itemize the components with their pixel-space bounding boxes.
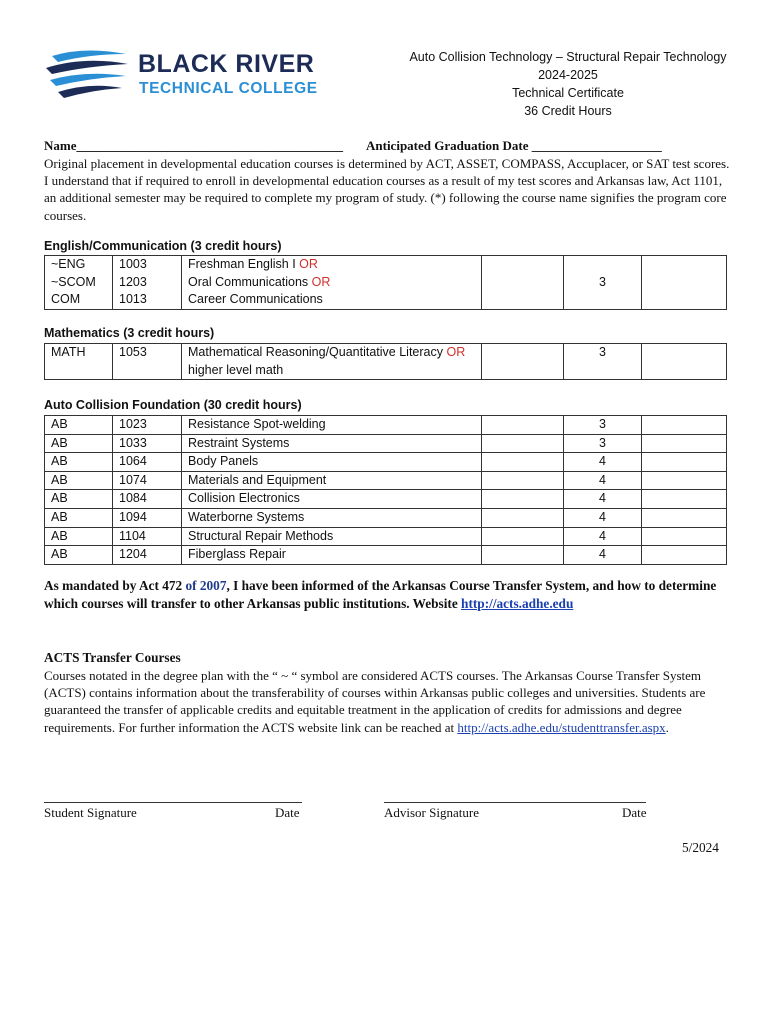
advisor-date-label: Date	[622, 805, 647, 820]
acts-body-text: Courses notated in the degree plan with the “ ~ “ symbol are considered ACTS courses. The Arkansas Course Transfer System (ACTS) contains information about the transferability of courses within Arkansas public colleges and universities. Students are guaranteed the transfer of applicable credits and equitable treatment in the application of credits for admissions and degree requirements. For further information the ACTS website link can be reached at	[44, 668, 706, 735]
auto-section-title: Auto Collision Foundation (30 credit hours)	[44, 398, 302, 412]
course-credits: 4	[564, 471, 642, 490]
course-prefix: AB	[45, 527, 113, 546]
course-number: 1094	[113, 508, 182, 527]
table-row	[45, 508, 727, 527]
course-name: Waterborne Systems	[182, 508, 482, 527]
grade-cell[interactable]	[642, 490, 727, 509]
course-number: 1084	[113, 490, 182, 509]
course-number: 1074	[113, 471, 182, 490]
student-signature-label: Student Signature	[44, 805, 137, 820]
course-name: Fiberglass Repair	[182, 546, 482, 565]
mandate-text-3: , I have been informed of the Arkansas Course Transfer System, and how to determine which courses will transfer to other Arkansas public institutions. Website	[44, 578, 717, 611]
math-table	[44, 343, 727, 380]
math-credits: 3	[564, 344, 642, 380]
advisor-signature-line[interactable]	[384, 802, 646, 803]
course-prefix: ~ENG	[51, 257, 86, 271]
program-year: 2024-2025	[538, 68, 598, 82]
course-credits: 3	[564, 416, 642, 435]
english-names	[182, 256, 482, 310]
blank-cell	[482, 471, 564, 490]
grade-cell[interactable]	[642, 256, 727, 310]
blank-cell	[482, 434, 564, 453]
course-name: Resistance Spot-welding	[182, 416, 482, 435]
course-prefix: COM	[51, 292, 81, 307]
or-label: OR	[446, 345, 466, 359]
course-credits: 4	[564, 508, 642, 527]
english-section-title: English/Communication (3 credit hours)	[44, 239, 282, 253]
grade-cell[interactable]	[642, 508, 727, 527]
program-hours: 36 Credit Hours	[524, 104, 612, 118]
course-prefix: AB	[45, 434, 113, 453]
course-number: 1203	[119, 274, 147, 289]
course-prefix: AB	[45, 453, 113, 472]
mandate-text-2: of 2007	[185, 578, 227, 593]
advisor-signature-label: Advisor Signature	[384, 805, 479, 820]
course-prefix: AB	[45, 416, 113, 435]
grade-cell[interactable]	[642, 434, 727, 453]
table-row	[45, 546, 727, 565]
blank-cell	[482, 490, 564, 509]
math-name	[182, 344, 482, 380]
course-name: Mathematical Reasoning/Quantitative Literacy	[188, 345, 443, 359]
or-label: OR	[311, 274, 331, 289]
grade-cell[interactable]	[642, 471, 727, 490]
graduation-date-field[interactable]: Anticipated Graduation Date ____________________	[366, 138, 662, 153]
course-number: 1053	[113, 344, 182, 380]
logo-line-2: TECHNICAL COLLEGE	[139, 80, 318, 97]
course-name: Restraint Systems	[182, 434, 482, 453]
course-prefix: MATH	[45, 344, 113, 380]
table-row	[45, 453, 727, 472]
english-credits: 3	[564, 256, 642, 310]
acts-paragraph	[44, 667, 736, 736]
table-row	[45, 434, 727, 453]
table-row	[45, 490, 727, 509]
river-wave-icon	[44, 48, 130, 100]
english-numbers	[113, 256, 182, 310]
revision-date: 5/2024	[682, 840, 719, 855]
name-line	[44, 138, 744, 154]
course-credits: 4	[564, 490, 642, 509]
course-name: Materials and Equipment	[182, 471, 482, 490]
college-logo	[44, 46, 334, 104]
acts-section-title: ACTS Transfer Courses	[44, 650, 181, 665]
course-credits: 3	[564, 434, 642, 453]
course-prefix: AB	[45, 546, 113, 565]
student-name-field[interactable]: Name_________________________________________	[44, 138, 343, 153]
course-number: 1033	[113, 434, 182, 453]
course-name: Career Communications	[188, 292, 323, 307]
blank-cell	[482, 546, 564, 565]
table-row	[45, 416, 727, 435]
course-name: Collision Electronics	[182, 490, 482, 509]
course-prefix: AB	[45, 471, 113, 490]
acts-body-end: .	[665, 719, 669, 735]
grade-cell[interactable]	[642, 416, 727, 435]
course-credits: 4	[564, 527, 642, 546]
grade-cell[interactable]	[642, 527, 727, 546]
table-row	[45, 527, 727, 546]
acts-mandate-statement	[44, 577, 736, 613]
course-name: Freshman English I	[188, 257, 296, 271]
program-header	[400, 48, 736, 120]
table-row	[45, 256, 727, 310]
blank-cell	[482, 416, 564, 435]
acts-transfer-link[interactable]: http://acts.adhe.edu/studenttransfer.aspx	[457, 719, 666, 735]
course-number: 1003	[119, 257, 147, 271]
english-prefixes	[45, 256, 113, 310]
logo-line-1: BLACK RIVER	[138, 50, 315, 78]
or-label: OR	[299, 257, 318, 271]
math-section-title: Mathematics (3 credit hours)	[44, 326, 215, 340]
course-credits: 4	[564, 546, 642, 565]
intro-paragraph: Original placement in developmental education courses is determined by ACT, ASSET, COMPASS, Accuplacer, or SAT test scores. I understand that if required to enroll in developmental education courses as a result of my test scores and Arkansas law, Act 1101, an additional semester may be required to complete my program of study. (*) following the course name signifies the program core courses.	[44, 156, 730, 223]
course-prefix: AB	[45, 508, 113, 527]
blank-cell	[482, 256, 564, 310]
course-number: 1104	[113, 527, 182, 546]
program-award: Technical Certificate	[512, 86, 624, 100]
grade-cell[interactable]	[642, 546, 727, 565]
course-number: 1204	[113, 546, 182, 565]
english-table	[44, 255, 727, 310]
student-signature-line[interactable]	[44, 802, 302, 803]
course-name: Structural Repair Methods	[182, 527, 482, 546]
blank-cell	[482, 527, 564, 546]
course-number: 1023	[113, 416, 182, 435]
course-name: Body Panels	[182, 453, 482, 472]
acts-website-link[interactable]: http://acts.adhe.edu	[461, 596, 574, 611]
blank-cell	[482, 508, 564, 527]
course-prefix: AB	[45, 490, 113, 509]
course-name-cont: higher level math	[188, 362, 284, 377]
mandate-text-1: As mandated by Act 472	[44, 578, 183, 593]
program-name: Auto Collision Technology – Structural Repair Technology	[409, 50, 727, 64]
course-credits: 4	[564, 453, 642, 472]
grade-cell[interactable]	[642, 453, 727, 472]
table-row	[45, 344, 727, 380]
course-number: 1064	[113, 453, 182, 472]
course-number: 1013	[119, 292, 147, 307]
course-prefix: ~SCOM	[51, 274, 96, 289]
blank-cell	[482, 344, 564, 380]
course-name: Oral Communications	[188, 274, 309, 289]
student-date-label: Date	[275, 805, 300, 820]
blank-cell	[482, 453, 564, 472]
grade-cell[interactable]	[642, 344, 727, 380]
auto-table	[44, 415, 727, 565]
table-row	[45, 471, 727, 490]
